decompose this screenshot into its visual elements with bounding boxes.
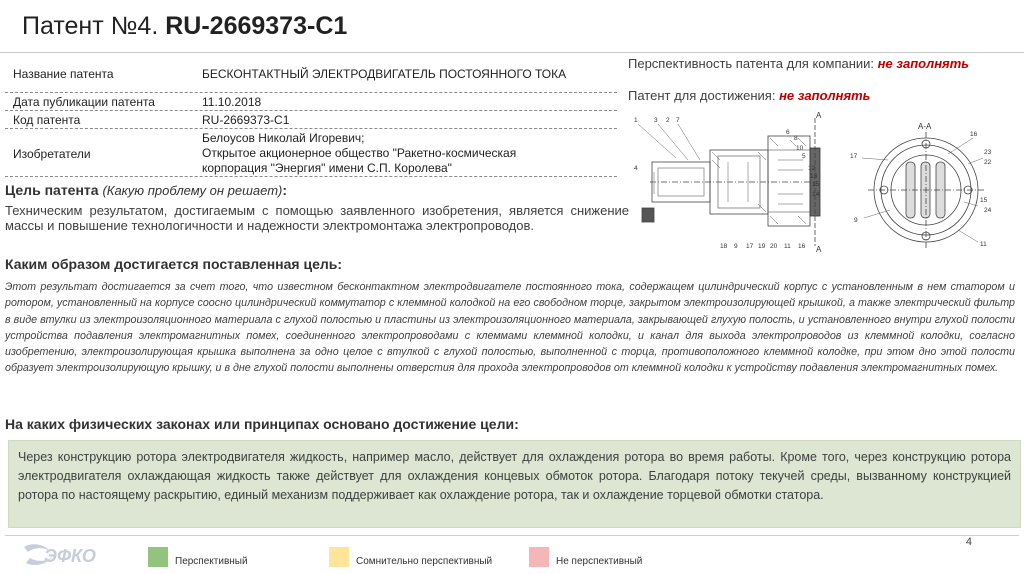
- laws-heading: На каких физических законах или принципах основано достижение цели:: [5, 416, 519, 432]
- motor-hatching: [712, 138, 806, 224]
- goal-heading-text: Цель патента: [5, 182, 99, 198]
- legend-label-not-promising: Не перспективный: [556, 556, 643, 567]
- how-text: Этот результат достигается за счет того, что известном бесконтактном электродвигателе постоянного тока, содержащем цилиндрический корпус с установленным в нем статором и ротором, установленный на корпусе соосно цилиндрический коммутатор с клеммной колодкой на его свободном торце, закрытом электроизолирующей крышкой, а также электрический фильтр в виде втулки из электроизоляционного материала с глухой полостью и пластины из электроизоляционного материала, закрывающей глухую полость, и установленного внутри глухой полости устройства подавления электромагнитных помех, соединенного электропроводами с клеммами клеммной колодки, и канал для выхода электропроводов из клеммной колодки, согласно изобретению, электроизолирующая крышка выполнена за одно целое с втулкой с глухой полостью, выполненной с торца, противоположного клеммной колодке, при этом дно этой полости образует электроизолирующую крышку, и в дне глухой полости выполнены отверстия для прохода электропроводов от клеммной колодки к устройству подавления электромагнитных помех.: [5, 281, 1015, 375]
- legend-swatch-promising: [148, 547, 168, 567]
- goal-heading: [5, 182, 287, 198]
- title-divider: [0, 52, 1024, 53]
- efko-logo: [22, 543, 132, 567]
- svg-text:22: 22: [984, 159, 992, 166]
- inventor-line-1: Белоусов Николай Игоревич;: [202, 131, 365, 145]
- goal-text: Техническим результатом, достигаемым с помощью заявленного изобретения, является снижение массы и повышение технологичности и надежности электромонтажа электропроводов.: [5, 203, 629, 233]
- legend-label-promising: Перспективный: [175, 556, 248, 567]
- svg-text:8: 8: [794, 135, 798, 142]
- motor-cross-section: [868, 132, 984, 248]
- cut-label-top: A: [816, 111, 822, 120]
- svg-text:19: 19: [758, 243, 766, 250]
- laws-text-box: Через конструкцию ротора электродвигателя жидкость, например масло, действует для охлаждения ротора во время работы. Кроме того, через конструкцию ротора электродвигателя охлаждающая жидкость также действует для охлаждения концевых обмоток ротора. Благодаря потоку текучей среды, вызванному конструкцией ротора по настоящему раскрытию, единый механизм поддерживает как охлаждение ротора, так и охлаждение торцевой обмотки статора.: [8, 440, 1021, 528]
- legend-swatch-doubtful: [329, 547, 349, 567]
- patent-drawing: [628, 110, 1018, 260]
- svg-text:2: 2: [666, 117, 670, 124]
- legend-swatch-not-promising: [529, 547, 549, 567]
- svg-text:11: 11: [784, 243, 791, 250]
- logo-text: ЭФКО: [44, 546, 96, 566]
- svg-text:1: 1: [634, 117, 638, 124]
- legend-label-doubtful: Сомнительно перспективный: [356, 556, 493, 567]
- perspective-field: [628, 56, 995, 71]
- perspective-value: не заполнять: [877, 56, 969, 71]
- svg-text:5: 5: [802, 153, 806, 160]
- svg-text:14: 14: [812, 191, 820, 198]
- svg-text:13: 13: [810, 173, 818, 180]
- svg-text:7: 7: [676, 117, 680, 124]
- svg-text:12: 12: [808, 165, 816, 172]
- footer-divider: [5, 535, 1019, 536]
- svg-text:17: 17: [850, 153, 858, 160]
- page-title: [22, 12, 347, 41]
- svg-text:18: 18: [720, 243, 728, 250]
- pub-date-value: 11.10.2018: [202, 95, 262, 109]
- table-row-inventors: [5, 129, 617, 177]
- perspective-label: Перспективность патента для компании:: [628, 56, 875, 71]
- svg-text:24: 24: [984, 207, 992, 214]
- title-patent-number: RU-2669373-C1: [165, 12, 348, 40]
- how-heading: Каким образом достигается поставленная цель:: [5, 256, 343, 272]
- patent-name-label: Название патента: [13, 67, 114, 81]
- title-prefix: Патент №4.: [22, 12, 159, 40]
- cut-label-bottom: A: [816, 245, 822, 254]
- svg-text:10: 10: [796, 145, 804, 152]
- inventors-label: Изобретатели: [13, 147, 91, 161]
- section-label: A-A: [918, 122, 932, 131]
- patent-name-value: БЕСКОНТАКТНЫЙ ЭЛЕКТРОДВИГАТЕЛЬ ПОСТОЯННОГО ТОКА: [202, 67, 567, 81]
- table-row-name: [5, 59, 617, 93]
- svg-text:15: 15: [980, 197, 988, 204]
- svg-text:9: 9: [854, 217, 858, 224]
- svg-text:11: 11: [980, 241, 987, 248]
- svg-text:20: 20: [770, 243, 778, 250]
- goal-question: (Какую проблему он решает): [102, 183, 283, 198]
- svg-text:16: 16: [970, 131, 978, 138]
- svg-text:15: 15: [812, 181, 820, 188]
- pub-date-label: Дата публикации патента: [13, 95, 155, 109]
- svg-text:3: 3: [654, 117, 658, 124]
- inventor-line-2: Открытое акционерное общество "Ракетно-космическая: [202, 146, 517, 160]
- svg-text:16: 16: [798, 243, 806, 250]
- achievement-field: [628, 88, 870, 103]
- table-row-date: [5, 93, 617, 111]
- code-label: Код патента: [13, 113, 81, 127]
- goal-colon: :: [282, 182, 288, 198]
- svg-text:6: 6: [786, 129, 790, 136]
- svg-text:17: 17: [746, 243, 754, 250]
- code-value: RU-2669373-C1: [202, 113, 290, 127]
- page-number: 4: [965, 536, 972, 548]
- svg-text:4: 4: [634, 165, 638, 172]
- table-row-code: [5, 111, 617, 129]
- svg-text:9: 9: [734, 243, 738, 250]
- part-numbers-side: [634, 117, 820, 250]
- achievement-value: не заполнять: [779, 88, 871, 103]
- achievement-label: Патент для достижения:: [628, 88, 776, 103]
- inventor-line-3: корпорация "Энергия" имени С.П. Королева": [202, 161, 452, 175]
- svg-text:23: 23: [984, 149, 992, 156]
